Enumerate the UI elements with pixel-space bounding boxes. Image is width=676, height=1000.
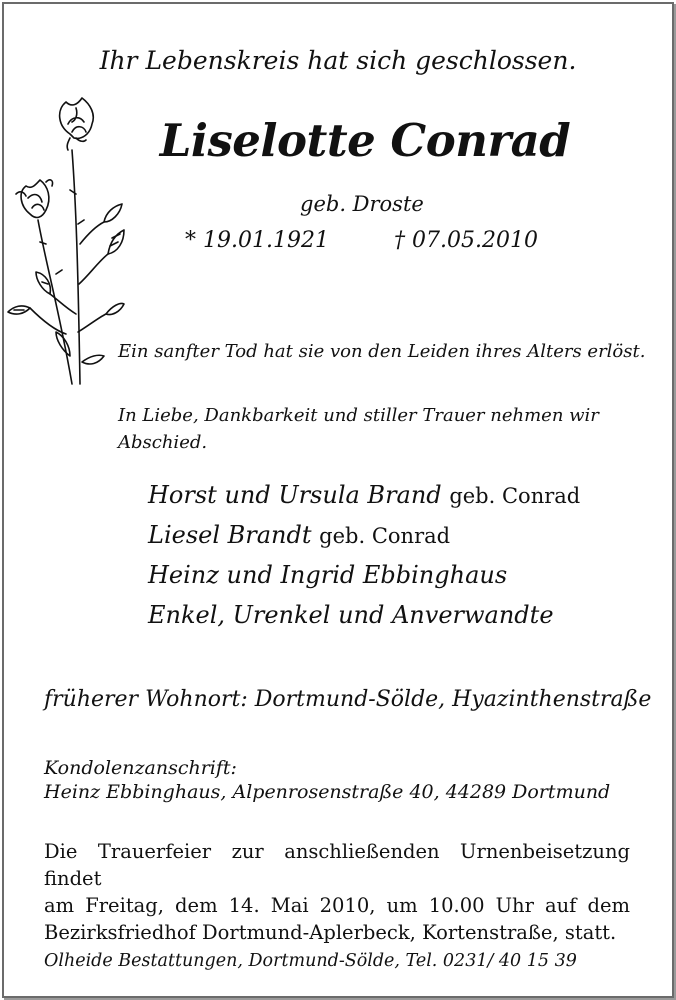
service-line: Die Trauerfeier zur anschließenden Urnenbeisetzung findet [44, 840, 630, 890]
mourner-name: Heinz und Ingrid Ebbinghaus [148, 561, 508, 589]
paragraph-peaceful-death: Ein sanfter Tod hat sie von den Leiden ihres Alters erlöst. [118, 341, 646, 362]
mourner-name: Horst und Ursula Brand [148, 481, 442, 509]
rose-icon [6, 94, 126, 394]
mourner-nee: geb. Conrad [449, 484, 581, 508]
funeral-service-info [44, 838, 630, 946]
mourner-line [148, 521, 450, 549]
service-line: Bezirksfriedhof Dortmund-Aplerbeck, Kortenstraße, statt. [44, 921, 617, 944]
former-residence: früherer Wohnort: Dortmund-Sölde, Hyazinthenstraße [44, 687, 652, 712]
mourner-name: Enkel, Urenkel und Anverwandte [148, 601, 554, 629]
birth-name: geb. Droste [300, 192, 424, 216]
paragraph-farewell: In Liebe, Dankbarkeit und stiller Trauer nehmen wir Abschied. [118, 405, 599, 453]
condolence-address: Heinz Ebbinghaus, Alpenrosenstraße 40, 44289 Dortmund [44, 781, 611, 803]
motto: Ihr Lebenskreis hat sich geschlossen. [99, 46, 577, 75]
undertaker-contact: Olheide Bestattungen, Dortmund-Sölde, Tel. 0231/ 40 15 39 [44, 951, 577, 971]
mourner-line [148, 601, 554, 629]
mourner-line [148, 561, 507, 589]
birth-date: * 19.01.1921 [185, 228, 329, 253]
deceased-name: Liselotte Conrad [159, 114, 571, 167]
death-date: † 07.05.2010 [394, 228, 538, 253]
service-line: am Freitag, dem 14. Mai 2010, um 10.00 Uhr auf dem [44, 894, 630, 917]
condolence-label: Kondolenzanschrift: [44, 757, 237, 779]
mourner-line [148, 481, 580, 509]
mourner-name: Liesel Brandt [148, 521, 312, 549]
mourner-nee: geb. Conrad [319, 524, 451, 548]
